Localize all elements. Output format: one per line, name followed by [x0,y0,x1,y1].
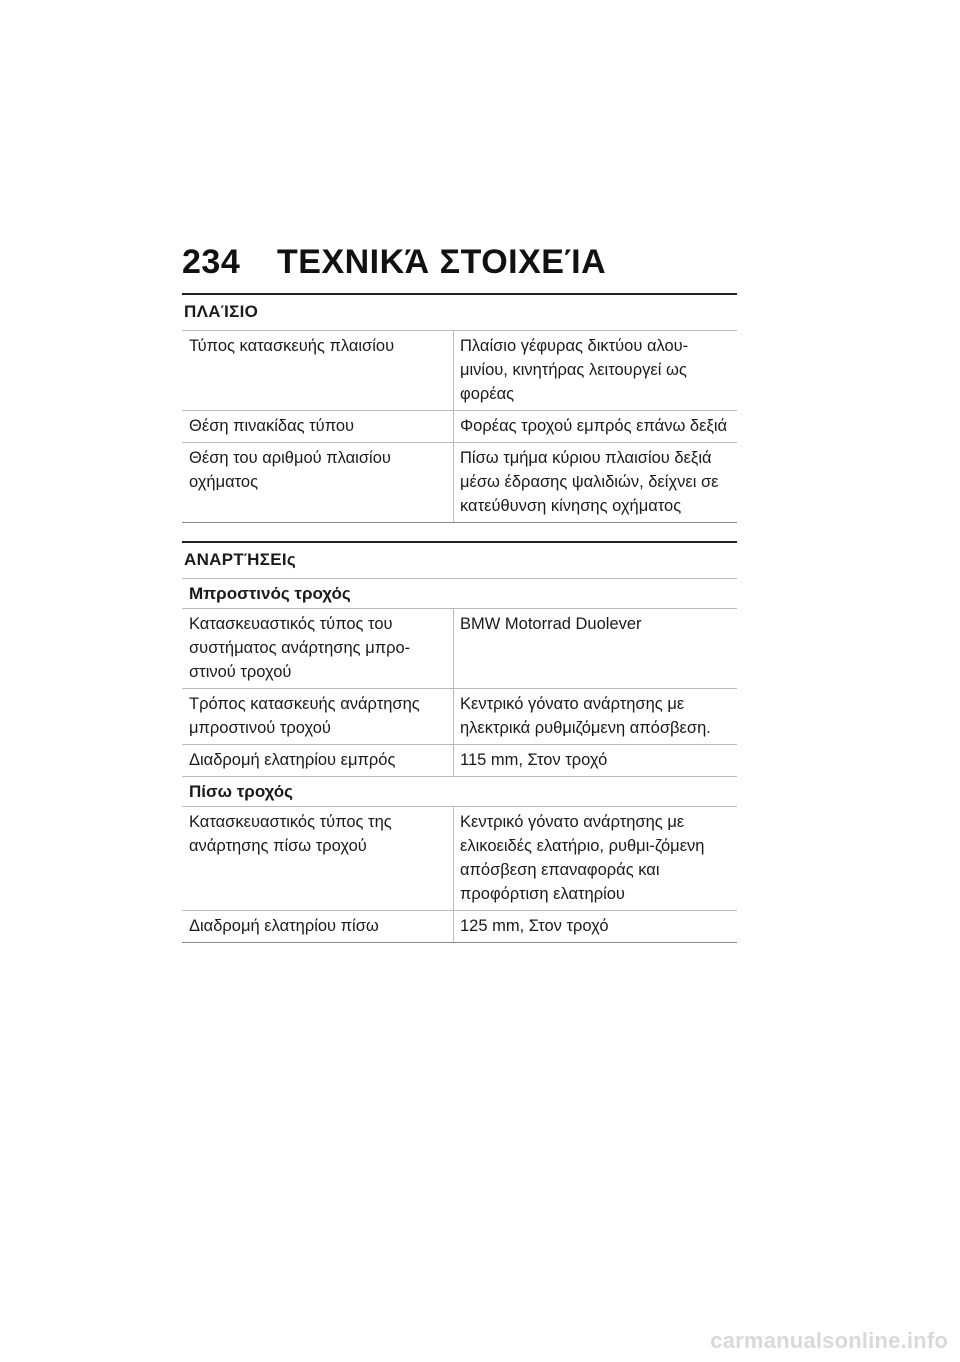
subsection-title-rear: Πίσω τροχός [182,777,737,807]
table-row [182,911,737,943]
table-row [182,807,737,911]
page-header [182,243,606,282]
subsection-title-front: Μπροστινός τροχός [182,579,737,609]
row-value: Πλαίσιο γέφυρας δικτύου αλου-μινίου, κινητήρας λειτουργεί ως φορέας [460,337,689,403]
row-value: Κεντρικό γόνατο ανάρτησης με ελικοειδές ελατήριο, ρυθμι-ζόμενη απόσβεση επαναφοράς και προφόρτιση ελατηρίου [460,813,705,903]
section-title-suspension: ΑΝΑΡΤΉΣΕΙς [182,543,737,579]
table-row [182,745,737,777]
section-title-frame: ΠΛΑΊΣΙΟ [182,295,737,331]
chapter-title: ΤΕΧΝΙΚΆ ΣΤΟΙΧΕΊΑ [277,243,607,281]
row-label: Θέση πινακίδας τύπου [182,411,454,442]
table-row [182,443,737,523]
row-label: Κατασκευαστικός τύπος του συστήματος ανάρτησης μπρο-στινού τροχού [182,609,454,688]
row-value: Πίσω τμήμα κύριου πλαισίου δεξιά μέσω έδρασης ψαλιδιών, δείχνει σε κατεύθυνση κίνησης οχήματος [460,449,719,515]
suspension-section [182,541,737,943]
row-value: 125 mm, Στον τροχό [460,917,609,935]
table-row [182,411,737,443]
watermark: carmanualsonline.info [710,1328,948,1353]
row-value: BMW Motorrad Duolever [460,615,642,633]
row-label: Διαδρομή ελατηρίου πίσω [182,911,454,942]
table-row [182,609,737,689]
row-label: Θέση του αριθμού πλαισίου οχήματος [182,443,454,522]
row-value: Φορέας τροχού εμπρός επάνω δεξιά [460,417,728,435]
row-label: Τρόπος κατασκευής ανάρτησης μπροστινού τροχού [182,689,454,744]
content [182,293,737,943]
table-row [182,689,737,745]
frame-section [182,293,737,523]
table-row [182,331,737,411]
page-number: 234 [182,243,241,281]
row-label: Τύπος κατασκευής πλαισίου [182,331,454,410]
row-value: 115 mm, Στον τροχό [460,751,608,769]
row-label: Κατασκευαστικός τύπος της ανάρτησης πίσω τροχού [182,807,454,910]
row-value: Κεντρικό γόνατο ανάρτησης με ηλεκτρικά ρυθμιζόμενη απόσβεση. [460,695,711,737]
row-label: Διαδρομή ελατηρίου εμπρός [182,745,454,776]
